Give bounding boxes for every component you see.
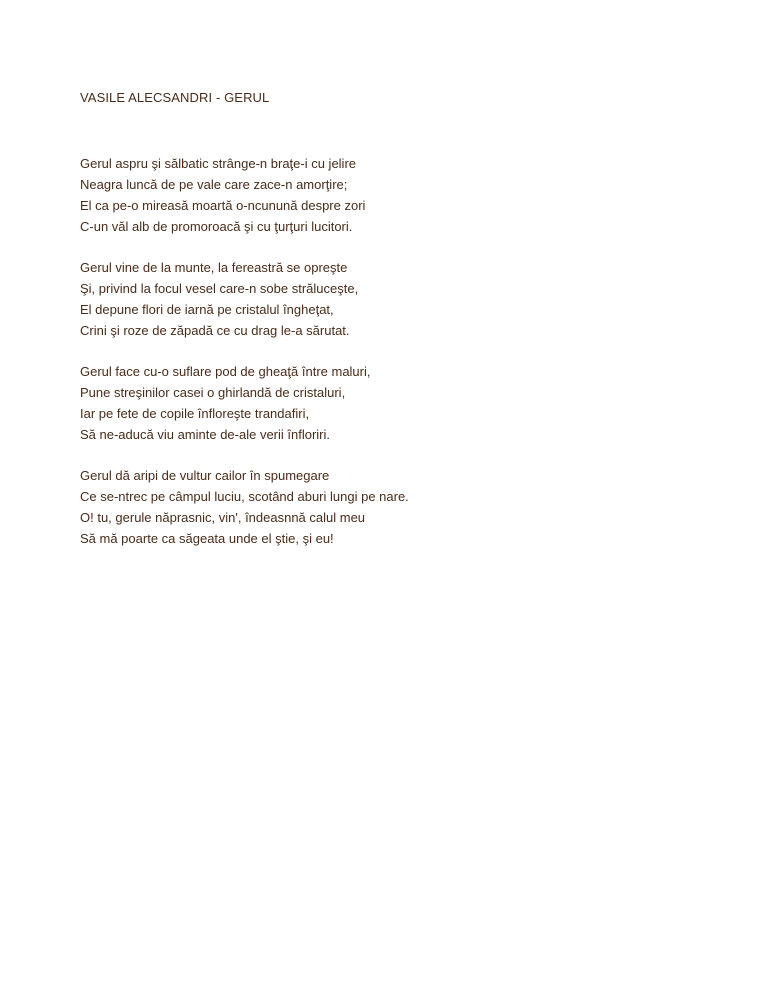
stanza-1 bbox=[80, 153, 409, 237]
poem-line: Iar pe fete de copile înfloreşte trandafiri, bbox=[80, 406, 310, 421]
poem-line: Să mă poarte ca săgeata unde el ştie, şi eu! bbox=[80, 531, 334, 546]
poem-line: O! tu, gerule năprasnic, vin', îndeasnnă calul meu bbox=[80, 510, 366, 525]
poem-line: Ce se-ntrec pe câmpul luciu, scotând aburi lungi pe nare. bbox=[80, 489, 409, 504]
poem-line: C-un văl alb de promoroacă şi cu ţurţuri lucitori. bbox=[80, 219, 353, 234]
poem-line: Şi, privind la focul vesel care-n sobe străluceşte, bbox=[80, 281, 359, 296]
poem-body bbox=[80, 153, 409, 569]
poem-line: Gerul aspru şi sălbatic strânge-n braţe-i cu jelire bbox=[80, 156, 357, 171]
poem-line: El ca pe-o mireasă moartă o-ncunună despre zori bbox=[80, 198, 366, 213]
poem-line: El depune flori de iarnă pe cristalul îngheţat, bbox=[80, 302, 334, 317]
poem-line: Crini şi roze de zăpadă ce cu drag le-a sărutat. bbox=[80, 323, 350, 338]
poem-line: Pune streşinilor casei o ghirlandă de cristaluri, bbox=[80, 385, 346, 400]
stanza-2 bbox=[80, 257, 409, 341]
poem-line: Să ne-aducă viu aminte de-ale verii înfloriri. bbox=[80, 427, 331, 442]
poem-line: Neagra luncă de pe vale care zace-n amorţire; bbox=[80, 177, 348, 192]
document-title: VASILE ALECSANDRI - GERUL bbox=[80, 90, 270, 105]
stanza-3 bbox=[80, 361, 409, 445]
poem-line: Gerul face cu-o suflare pod de gheaţă între maluri, bbox=[80, 364, 371, 379]
poem-line: Gerul dă aripi de vultur cailor în spumegare bbox=[80, 468, 330, 483]
poem-line: Gerul vine de la munte, la fereastră se opreşte bbox=[80, 260, 348, 275]
stanza-4 bbox=[80, 465, 409, 549]
